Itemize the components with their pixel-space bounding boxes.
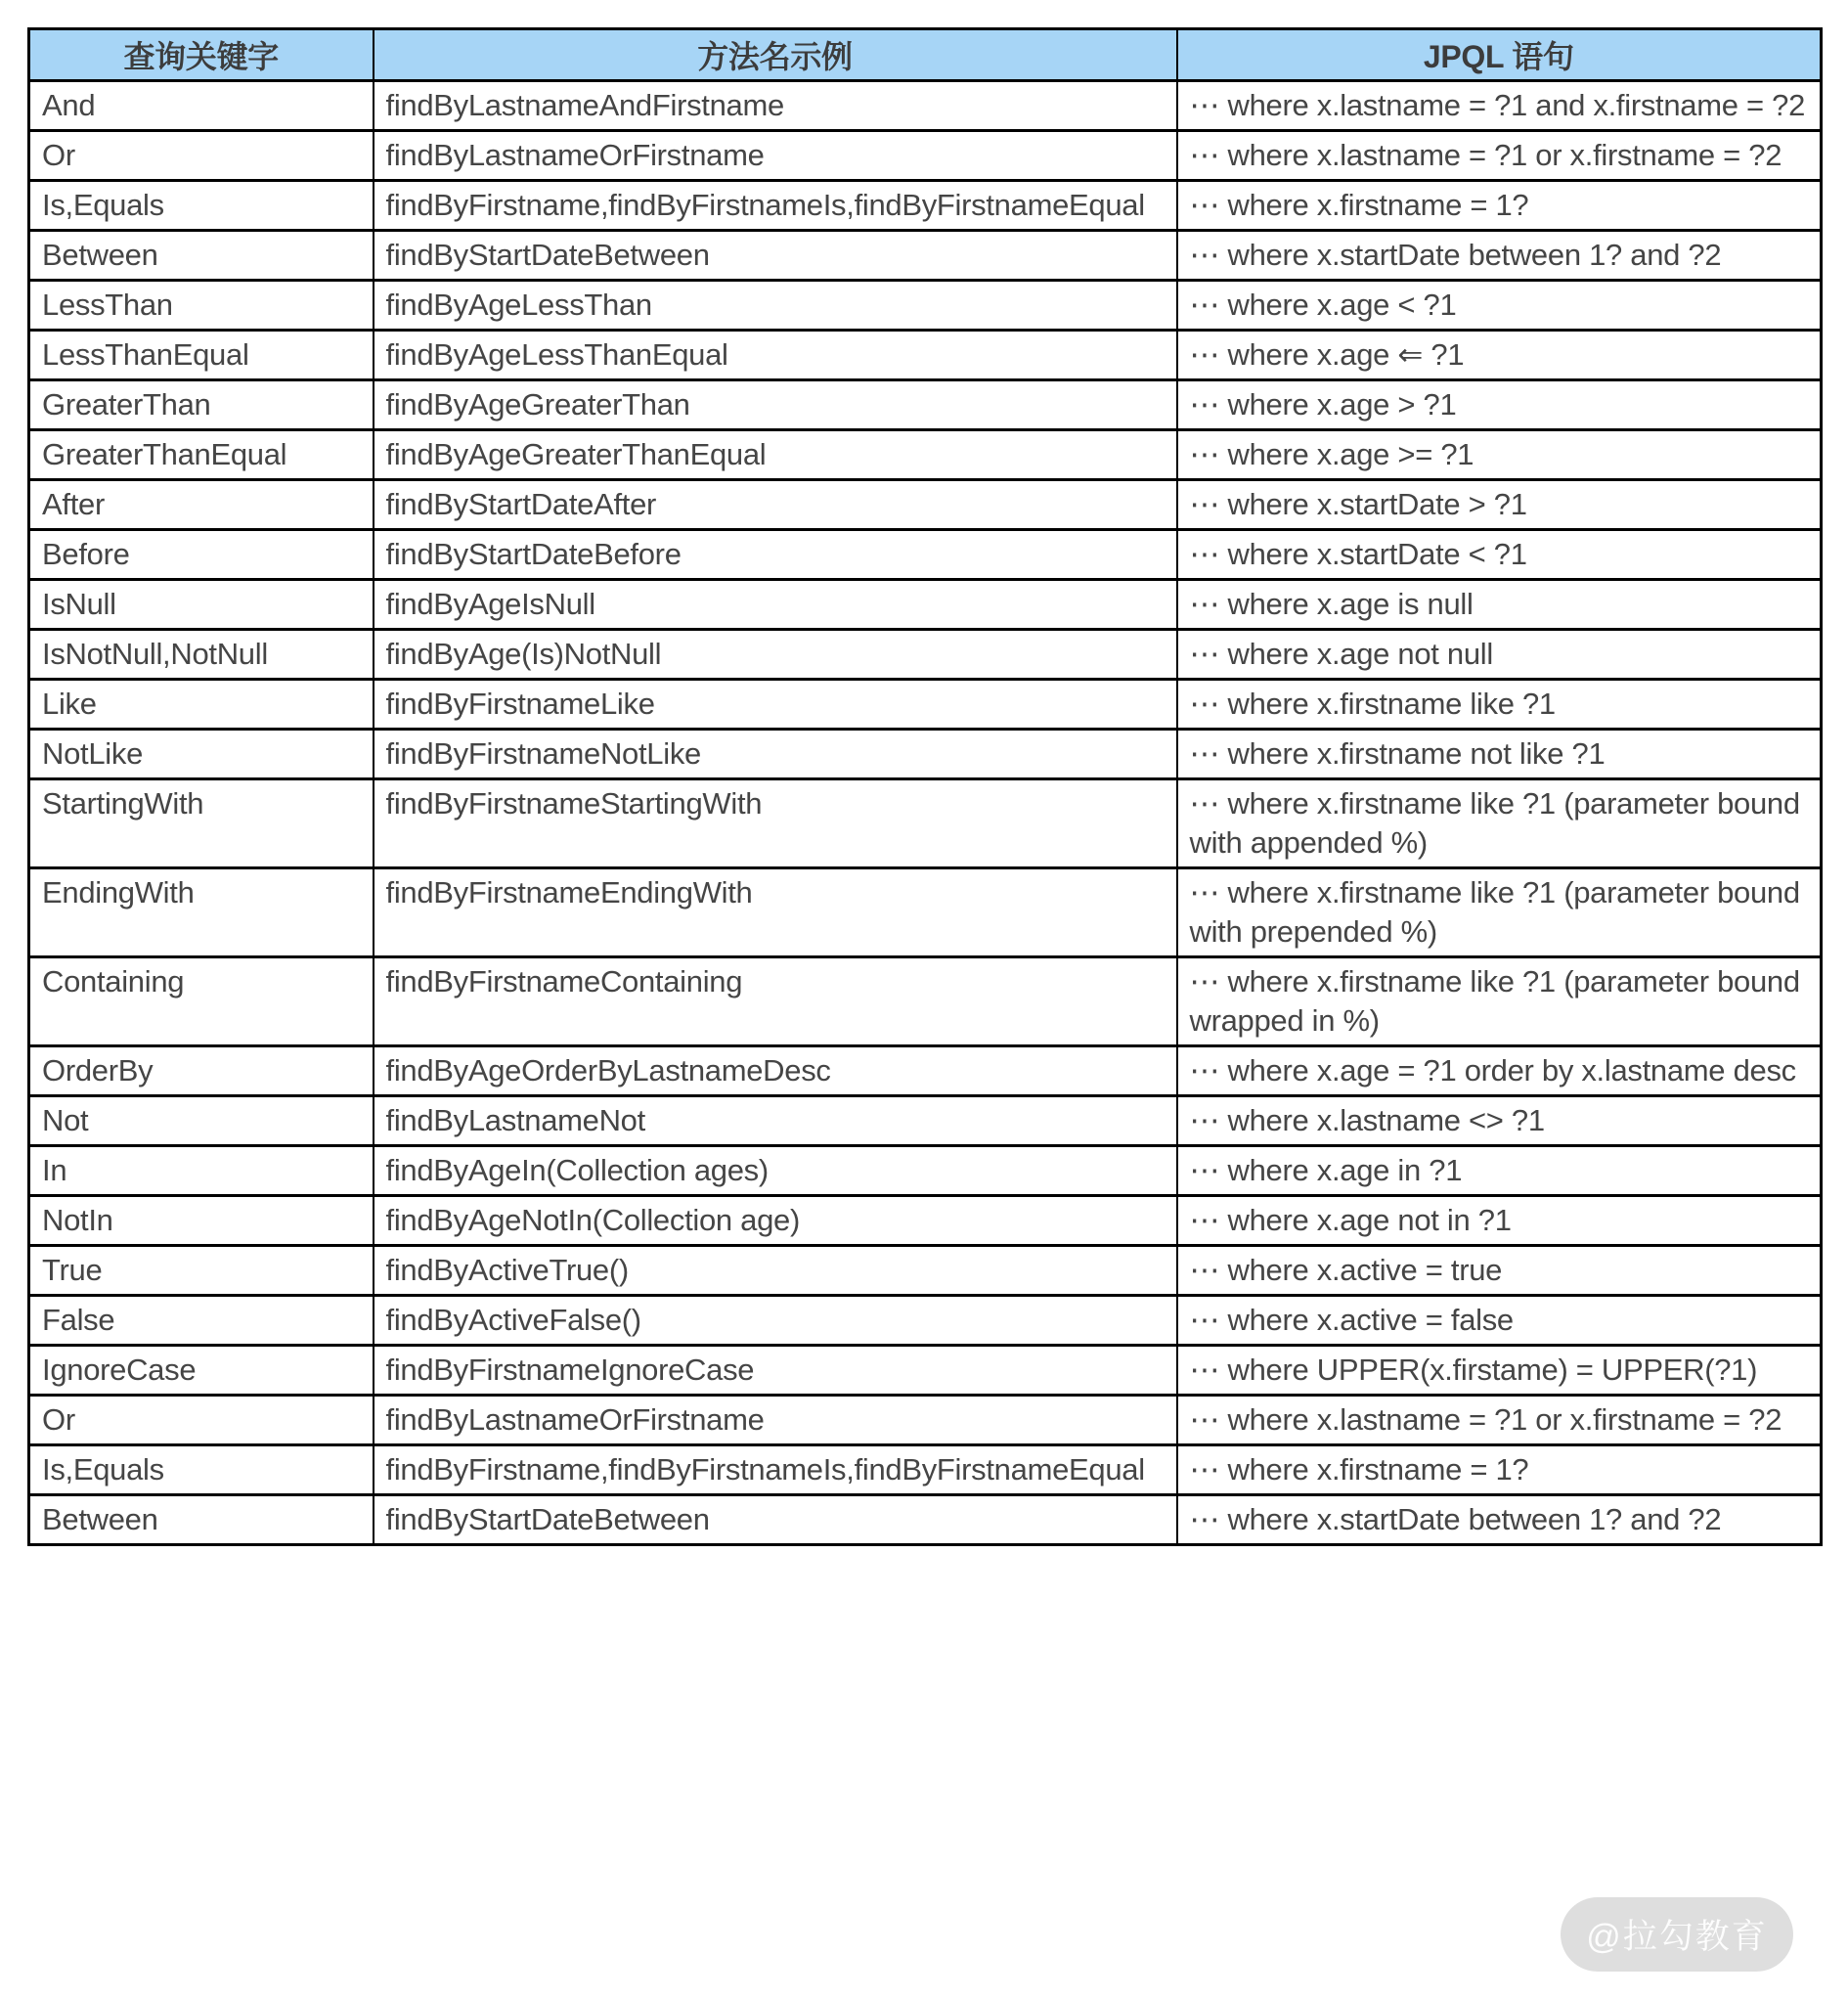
method-cell: findByFirstnameContaining — [374, 957, 1177, 1046]
keyword-cell: True — [29, 1246, 374, 1296]
jpql-cell: ⋯ where x.startDate > ?1 — [1177, 480, 1822, 530]
jpql-cell: ⋯ where x.firstname like ?1 (parameter bound with appended %) — [1177, 779, 1822, 868]
table-row — [29, 430, 1822, 480]
table-row — [29, 1196, 1822, 1246]
keyword-cell: False — [29, 1296, 374, 1346]
table-row — [29, 630, 1822, 680]
jpql-cell: ⋯ where x.startDate between 1? and ?2 — [1177, 231, 1822, 281]
jpql-cell: ⋯ where x.lastname = ?1 or x.firstname = ?2 — [1177, 131, 1822, 181]
keyword-cell: StartingWith — [29, 779, 374, 868]
method-cell: findByFirstnameIgnoreCase — [374, 1346, 1177, 1396]
watermark-badge: @拉勾教育 — [1561, 1897, 1793, 1972]
method-cell: findByLastnameNot — [374, 1096, 1177, 1146]
table-header-row — [29, 29, 1822, 81]
table-row — [29, 480, 1822, 530]
table-row — [29, 1346, 1822, 1396]
table-row — [29, 957, 1822, 1046]
jpql-cell: ⋯ where x.startDate < ?1 — [1177, 530, 1822, 580]
keyword-cell: NotLike — [29, 730, 374, 779]
method-cell: findByLastnameAndFirstname — [374, 81, 1177, 131]
table-row — [29, 281, 1822, 331]
method-cell: findByAgeGreaterThanEqual — [374, 430, 1177, 480]
method-cell: findByActiveFalse() — [374, 1296, 1177, 1346]
table-row — [29, 380, 1822, 430]
method-cell: findByFirstnameNotLike — [374, 730, 1177, 779]
column-header-jpql: JPQL 语句 — [1177, 29, 1822, 81]
keyword-cell: And — [29, 81, 374, 131]
table-row — [29, 1445, 1822, 1495]
jpql-cell: ⋯ where x.age not null — [1177, 630, 1822, 680]
table-row — [29, 231, 1822, 281]
keyword-cell: IsNotNull,NotNull — [29, 630, 374, 680]
keyword-cell: Or — [29, 1396, 374, 1445]
jpa-keywords-table — [27, 27, 1823, 1546]
table-row — [29, 779, 1822, 868]
jpql-cell: ⋯ where x.age in ?1 — [1177, 1146, 1822, 1196]
keyword-cell: GreaterThan — [29, 380, 374, 430]
method-cell: findByFirstnameStartingWith — [374, 779, 1177, 868]
method-cell: findByStartDateAfter — [374, 480, 1177, 530]
jpql-cell: ⋯ where x.lastname <> ?1 — [1177, 1096, 1822, 1146]
keyword-cell: Before — [29, 530, 374, 580]
table-row — [29, 81, 1822, 131]
method-cell: findByLastnameOrFirstname — [374, 1396, 1177, 1445]
keyword-cell: EndingWith — [29, 868, 374, 957]
method-cell: findByFirstnameEndingWith — [374, 868, 1177, 957]
keyword-cell: Between — [29, 231, 374, 281]
keyword-cell: Is,Equals — [29, 1445, 374, 1495]
method-cell: findByAgeIn(Collection ages) — [374, 1146, 1177, 1196]
keyword-cell: GreaterThanEqual — [29, 430, 374, 480]
table-row — [29, 1495, 1822, 1545]
table-row — [29, 1296, 1822, 1346]
jpql-cell: ⋯ where x.firstname like ?1 — [1177, 680, 1822, 730]
table-row — [29, 580, 1822, 630]
method-cell: findByAge(Is)NotNull — [374, 630, 1177, 680]
jpql-cell: ⋯ where x.firstname like ?1 (parameter bound wrapped in %) — [1177, 957, 1822, 1046]
keyword-cell: LessThan — [29, 281, 374, 331]
method-cell: findByStartDateBetween — [374, 1495, 1177, 1545]
jpql-cell: ⋯ where x.active = true — [1177, 1246, 1822, 1296]
method-cell: findByLastnameOrFirstname — [374, 131, 1177, 181]
keyword-cell: LessThanEqual — [29, 331, 374, 380]
method-cell: findByStartDateBetween — [374, 231, 1177, 281]
jpql-cell: ⋯ where x.age < ?1 — [1177, 281, 1822, 331]
table-row — [29, 1146, 1822, 1196]
method-cell: findByAgeGreaterThan — [374, 380, 1177, 430]
method-cell: findByActiveTrue() — [374, 1246, 1177, 1296]
jpql-cell: ⋯ where x.firstname = 1? — [1177, 1445, 1822, 1495]
method-cell: findByFirstname,findByFirstnameIs,findByFirstnameEqual — [374, 181, 1177, 231]
jpql-cell: ⋯ where x.age not in ?1 — [1177, 1196, 1822, 1246]
method-cell: findByAgeOrderByLastnameDesc — [374, 1046, 1177, 1096]
jpql-cell: ⋯ where x.lastname = ?1 and x.firstname = ?2 — [1177, 81, 1822, 131]
method-cell: findByFirstname,findByFirstnameIs,findByFirstnameEqual — [374, 1445, 1177, 1495]
method-cell: findByStartDateBefore — [374, 530, 1177, 580]
keyword-cell: IgnoreCase — [29, 1346, 374, 1396]
table-row — [29, 730, 1822, 779]
jpql-cell: ⋯ where x.firstname = 1? — [1177, 181, 1822, 231]
keyword-cell: After — [29, 480, 374, 530]
jpql-cell: ⋯ where x.firstname like ?1 (parameter bound with prepended %) — [1177, 868, 1822, 957]
table-body — [29, 81, 1822, 1545]
keyword-cell: Between — [29, 1495, 374, 1545]
keyword-cell: NotIn — [29, 1196, 374, 1246]
table-row — [29, 868, 1822, 957]
keyword-cell: Like — [29, 680, 374, 730]
keyword-cell: IsNull — [29, 580, 374, 630]
method-cell: findByAgeNotIn(Collection age) — [374, 1196, 1177, 1246]
table-row — [29, 181, 1822, 231]
method-cell: findByAgeLessThan — [374, 281, 1177, 331]
jpql-cell: ⋯ where x.age = ?1 order by x.lastname desc — [1177, 1046, 1822, 1096]
keyword-cell: Is,Equals — [29, 181, 374, 231]
table-row — [29, 1046, 1822, 1096]
jpql-cell: ⋯ where x.firstname not like ?1 — [1177, 730, 1822, 779]
keyword-cell: Containing — [29, 957, 374, 1046]
keyword-cell: In — [29, 1146, 374, 1196]
table-row — [29, 1096, 1822, 1146]
keyword-cell: OrderBy — [29, 1046, 374, 1096]
table-row — [29, 680, 1822, 730]
jpql-cell: ⋯ where x.startDate between 1? and ?2 — [1177, 1495, 1822, 1545]
method-cell: findByAgeLessThanEqual — [374, 331, 1177, 380]
column-header-method: 方法名示例 — [374, 29, 1177, 81]
jpql-cell: ⋯ where x.lastname = ?1 or x.firstname = ?2 — [1177, 1396, 1822, 1445]
jpql-cell: ⋯ where UPPER(x.firstame) = UPPER(?1) — [1177, 1346, 1822, 1396]
jpql-cell: ⋯ where x.active = false — [1177, 1296, 1822, 1346]
jpql-cell: ⋯ where x.age > ?1 — [1177, 380, 1822, 430]
table-row — [29, 530, 1822, 580]
table-row — [29, 131, 1822, 181]
keyword-cell: Or — [29, 131, 374, 181]
table-row — [29, 331, 1822, 380]
column-header-keyword: 查询关键字 — [29, 29, 374, 81]
method-cell: findByFirstnameLike — [374, 680, 1177, 730]
jpql-cell: ⋯ where x.age is null — [1177, 580, 1822, 630]
table-row — [29, 1246, 1822, 1296]
jpql-cell: ⋯ where x.age ⇐ ?1 — [1177, 331, 1822, 380]
keyword-cell: Not — [29, 1096, 374, 1146]
table-row — [29, 1396, 1822, 1445]
jpql-cell: ⋯ where x.age >= ?1 — [1177, 430, 1822, 480]
method-cell: findByAgeIsNull — [374, 580, 1177, 630]
